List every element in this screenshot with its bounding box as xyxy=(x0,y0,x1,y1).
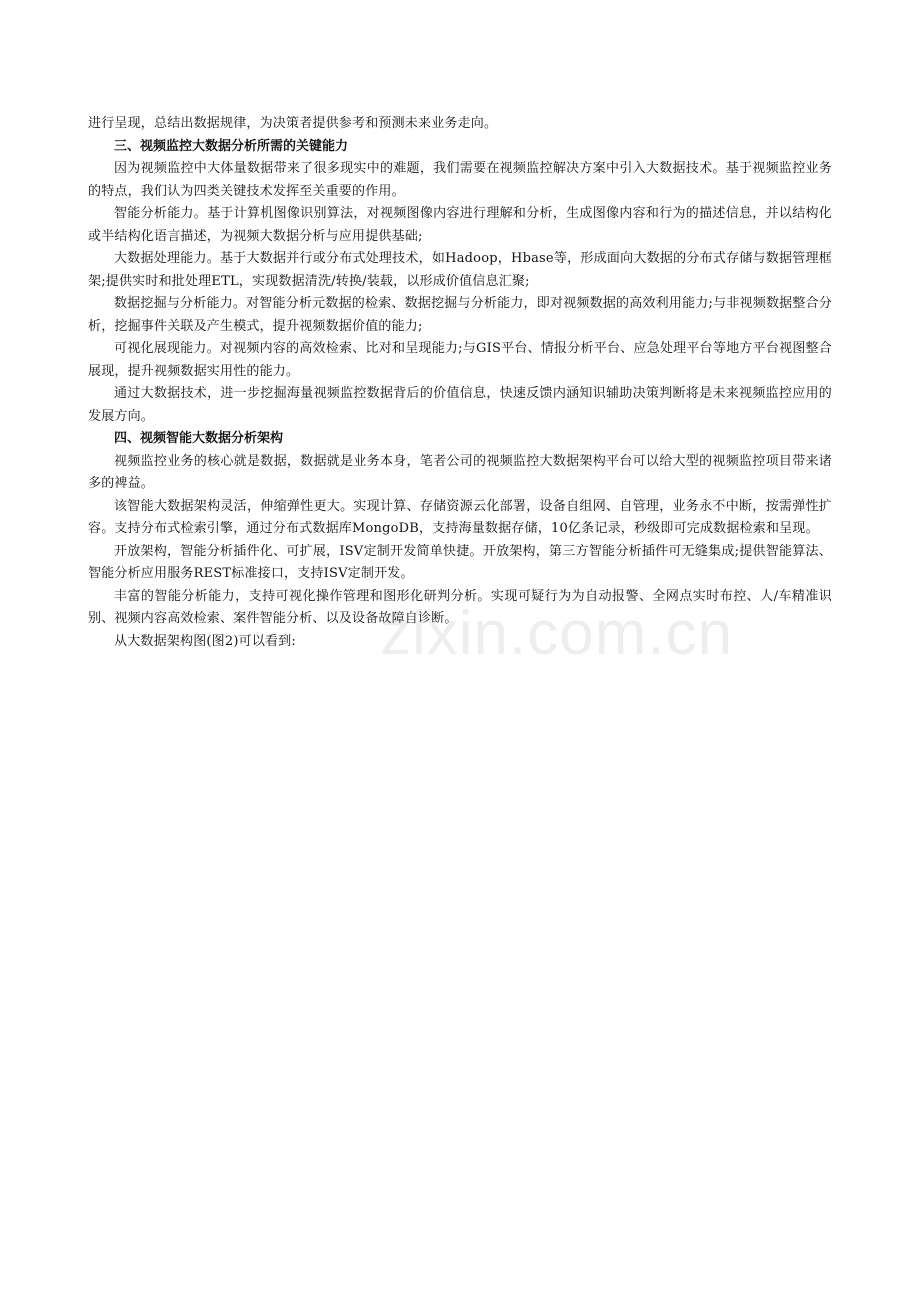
paragraph: 开放架构，智能分析插件化、可扩展，ISV定制开发简单快捷。开放架构，第三方智能分析插件可无缝集成;提供智能算法、智能分析应用服务REST标准接口，支持ISV定制开发。 xyxy=(88,543,832,581)
document-body xyxy=(88,113,832,653)
paragraph: 从大数据架构图(图2)可以看到: xyxy=(114,633,296,649)
watermark: zixin.com.cn xyxy=(380,599,734,668)
section-heading-4: 四、视频智能大数据分析架构 xyxy=(114,431,284,446)
paragraph: 通过大数据技术，进一步挖掘海量视频监控数据背后的价值信息，快速反馈内涵知识辅助决策判断将是未来视频监控应用的发展方向。 xyxy=(88,386,832,424)
paragraph: 大数据处理能力。基于大数据并行或分布式处理技术，如Hadoop，Hbase等，形成面向大数据的分布式存储与数据管理框架;提供实时和批处理ETL，实现数据清洗/转换/装载，以形成价值信息汇聚; xyxy=(88,251,832,289)
paragraph: 数据挖掘与分析能力。对智能分析元数据的检索、数据挖掘与分析能力，即对视频数据的高效利用能力;与非视频数据整合分析，挖掘事件关联及产生模式，提升视频数据价值的能力; xyxy=(88,296,832,334)
paragraph: 智能分析能力。基于计算机图像识别算法，对视频图像内容进行理解和分析，生成图像内容和行为的描述信息，并以结构化或半结构化语言描述，为视频大数据分析与应用提供基础; xyxy=(88,206,832,244)
paragraph: 视频监控业务的核心就是数据，数据就是业务本身，笔者公司的视频监控大数据架构平台可以给大型的视频监控项目带来诸多的裨益。 xyxy=(88,453,832,491)
paragraph-continuation: 进行呈现，总结出数据规律，为决策者提供参考和预测未来业务走向。 xyxy=(88,116,498,131)
section-heading-3: 三、视频监控大数据分析所需的关键能力 xyxy=(114,138,349,154)
paragraph: 可视化展现能力。对视频内容的高效检索、比对和呈现能力;与GIS平台、情报分析平台、应急处理平台等地方平台视图整合展现，提升视频数据实用性的能力。 xyxy=(88,341,832,379)
paragraph: 丰富的智能分析能力，支持可视化操作管理和图形化研判分析。实现可疑行为为自动报警、全网点实时布控、人/车精准识别、视频内容高效检索、案件智能分析、以及设备故障自诊断。 xyxy=(88,588,832,626)
paragraph: 该智能大数据架构灵活，伸缩弹性更大。实现计算、存储资源云化部署，设备自组网、自管理，业务永不中断，按需弹性扩容。支持分布式检索引擎，通过分布式数据库MongoDB，支持海量数据存储，10亿条记录，秒级即可完成数据检索和呈现。 xyxy=(88,498,832,536)
paragraph: 因为视频监控中大体量数据带来了很多现实中的难题，我们需要在视频监控解决方案中引入大数据技术。基于视频监控业务的特点，我们认为四类关键技术发挥至关重要的作用。 xyxy=(88,161,832,199)
